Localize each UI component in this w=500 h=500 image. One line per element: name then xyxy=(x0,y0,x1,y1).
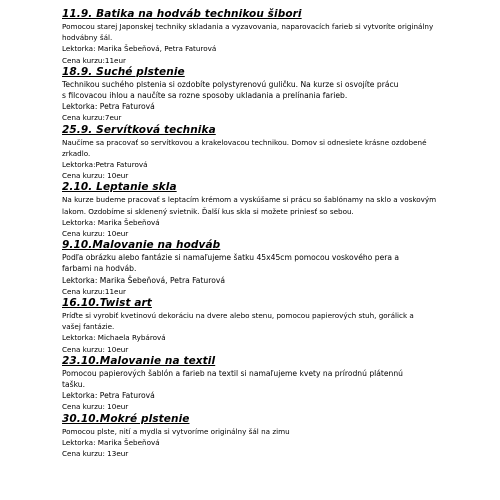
course-description: tašku. xyxy=(62,380,85,390)
course-description: Na kurze budeme pracovať s leptacím krémom a vyskúšame si prácu so šablónamy na sklo a voskovým xyxy=(62,195,437,205)
course-lecturer: Lektorka: Marika Šebeňová, Petra Faturová xyxy=(62,44,217,54)
course-lecturer: Lektorka: Petra Faturová xyxy=(62,391,155,401)
course-event xyxy=(62,297,492,355)
course-description: zrkadlo. xyxy=(62,148,91,158)
course-price: Cena kurzu: 10eur xyxy=(62,171,129,181)
course-description: Podľa obrázku alebo fantázie si namaľujeme šatku 45x45cm pomocou voskového pera a xyxy=(62,253,400,263)
course-title: 25.9. Servítková technika xyxy=(62,123,216,136)
course-description: Príďte si vyrobiť kvetinovú dekoráciu na dvere alebo stenu, pomocou papierových stuh, gorálick a xyxy=(62,311,414,321)
course-description: hodvábny šál. xyxy=(62,33,113,43)
course-event xyxy=(62,355,492,413)
course-price: Cena kurzu:7eur xyxy=(62,113,122,123)
course-price: Cena kurzu: 10eur xyxy=(62,402,129,412)
course-event xyxy=(62,8,492,66)
course-description: Pomocou papierových šablón a farieb na textil si namaľujeme kvety na prírodnú plátennú xyxy=(62,368,403,378)
course-event xyxy=(62,66,492,124)
course-price: Cena kurzu: 10eur xyxy=(62,229,129,239)
course-price: Cena kurzu:11eur xyxy=(62,55,126,65)
course-title: 18.9. Suché plstenie xyxy=(62,65,185,78)
course-title: 11.9. Batika na hodváb technikou šibori xyxy=(62,8,302,20)
course-description: s filcovacou ihlou a naučíte sa rozne sposoby ukladania a prelínania farieb. xyxy=(62,91,348,101)
course-lecturer: Lektorka: Marika Šebeňová, Petra Faturová xyxy=(62,275,225,285)
course-lecturer: Lektorka:Petra Faturová xyxy=(62,160,148,170)
course-description: vašej fantázie. xyxy=(62,322,115,332)
course-price: Cena kurzu:11eur xyxy=(62,286,126,296)
course-description: lakom. Ozdobíme si sklenený svietnik. Ďalší kus skla si možete priniesť so sebou. xyxy=(62,206,354,216)
course-title: 16.10.Twist art xyxy=(62,297,152,310)
course-description: Naučíme sa pracovať so servítkovou a krakelovacou technikou. Domov si odnesiete krásne ozdobené xyxy=(62,137,427,147)
course-title: 30.10.Mokré plstenie xyxy=(62,412,190,425)
course-schedule-document xyxy=(62,8,492,459)
course-event xyxy=(62,181,492,239)
course-title: 9.10.Malovanie na hodváb xyxy=(62,239,221,252)
course-event xyxy=(62,124,492,182)
course-lecturer: Lektorka: Petra Faturová xyxy=(62,102,155,112)
course-description: farbami na hodváb. xyxy=(62,264,137,274)
course-event xyxy=(62,413,492,460)
course-title: 23.10.Malovanie na textil xyxy=(62,354,216,367)
course-description: Pomocou plste, nití a mydla si vytvoríme originálny šál na zimu xyxy=(62,426,290,436)
course-title: 2.10. Leptanie skla xyxy=(62,181,177,194)
course-price: Cena kurzu: 13eur xyxy=(62,449,129,459)
course-description: Technikou suchého plstenia si ozdobíte polystyrenovú guličku. Na kurze si osvojíte prácu xyxy=(62,79,399,89)
course-lecturer: Lektorka: Michaela Rybárová xyxy=(62,333,166,343)
course-lecturer: Lektorka: Marika Šebeňová xyxy=(62,217,160,227)
course-description: Pomocou starej Japonskej techniky skladania a vyzavovania, naparovacích farieb si vytvoríte originálny xyxy=(62,22,434,31)
course-lecturer: Lektorka: Marika Šebeňová xyxy=(62,437,160,447)
course-event xyxy=(62,239,492,297)
course-price: Cena kurzu: 10eur xyxy=(62,344,129,354)
